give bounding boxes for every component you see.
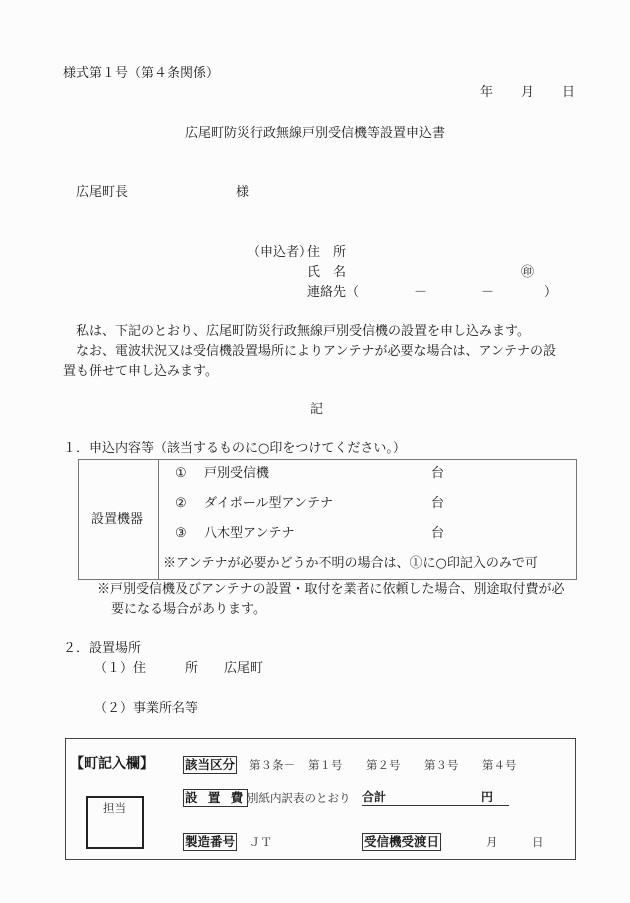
- cost-label: 設 置 費: [185, 790, 247, 805]
- section2-heading: ２．設置場所: [63, 641, 142, 656]
- total-field[interactable]: [362, 789, 509, 806]
- applicant-contact-label: 連絡先（: [307, 285, 360, 300]
- yen-label: 円: [481, 790, 494, 804]
- table-divider: [158, 460, 159, 579]
- location-address-value: 広尾町: [224, 661, 264, 676]
- item-3-unit: 台: [431, 526, 445, 541]
- table-note: ※アンテナが必要かどうか不明の場合は、①に○印記入のみで可: [163, 556, 538, 571]
- body-line-3: 置も併せて申し込みます。: [63, 364, 218, 379]
- category-article: 第３条－: [249, 758, 295, 772]
- category-no-1: 第１号: [308, 758, 343, 772]
- location-address-label: （１）住 所: [94, 661, 199, 676]
- date-month-label: 月: [521, 85, 535, 100]
- handover-label: 受信機受渡日: [364, 834, 440, 849]
- serial-value: ＪＴ: [249, 835, 272, 849]
- seal-mark: ㊞: [521, 265, 535, 280]
- ki-label: 記: [310, 402, 324, 417]
- category-no-3: 第３号: [424, 758, 459, 772]
- body-line-2: なお、電波状況又は受信機設置場所によりアンテナが必要な場合は、アンテナの設: [76, 344, 556, 359]
- applicant-address-label: 住 所: [307, 245, 347, 260]
- footnote-line-1: ※戸別受信機及びアンテナの設置・取付を業者に依頼した場合、別途取付費が必: [97, 582, 565, 597]
- applicant-label: （申込者）: [247, 245, 313, 260]
- page-title: 広尾町防災行政無線戸別受信機等設置申込書: [185, 126, 446, 141]
- item-1-name: 戸別受信機: [204, 466, 270, 481]
- handover-day: 日: [532, 835, 544, 849]
- category-no-4: 第４号: [482, 758, 517, 772]
- item-3-number: ③: [175, 526, 187, 541]
- category-label: 該当区分: [185, 757, 236, 772]
- addressee-honorific: 様: [236, 185, 250, 200]
- item-3-name: 八木型アンテナ: [204, 526, 295, 541]
- footnote-line-2: 要になる場合があります。: [111, 602, 266, 617]
- body-line-1: 私は、下記のとおり、広尾町防災行政無線戸別受信機の設置を申し込みます。: [76, 324, 530, 339]
- staff-stamp-box: [86, 796, 144, 849]
- item-1-unit: 台: [431, 466, 445, 481]
- cost-text: 別紙内訳表のとおり: [247, 791, 351, 805]
- staff-label: 担当: [103, 801, 126, 815]
- item-2-number: ②: [175, 496, 187, 511]
- contact-close-paren: ）: [544, 285, 558, 300]
- section1-heading: １．申込内容等（該当するものに○印をつけてください。）: [63, 441, 406, 456]
- location-office-label: （２）事業所名等: [94, 701, 199, 716]
- date-year-label: 年: [480, 85, 494, 100]
- item-1-number: ①: [175, 466, 187, 481]
- form-number: 様式第１号（第４条関係）: [63, 66, 220, 81]
- contact-dash-1: －: [414, 285, 428, 300]
- table-row-header: 設置機器: [91, 512, 144, 527]
- handover-month: 月: [486, 835, 498, 849]
- town-entry-box: [65, 738, 576, 860]
- town-entry-title: 【町記入欄】: [70, 756, 154, 772]
- contact-dash-2: －: [481, 285, 495, 300]
- date-day-label: 日: [562, 85, 576, 100]
- addressee-name: 広尾町長: [76, 185, 129, 200]
- item-2-name: ダイポール型アンテナ: [204, 496, 333, 511]
- serial-label: 製造番号: [185, 834, 236, 849]
- applicant-name-label: 氏 名: [307, 265, 347, 280]
- equipment-table: [78, 459, 577, 580]
- total-label: 合計: [362, 790, 387, 804]
- category-no-2: 第２号: [366, 758, 401, 772]
- item-2-unit: 台: [431, 496, 445, 511]
